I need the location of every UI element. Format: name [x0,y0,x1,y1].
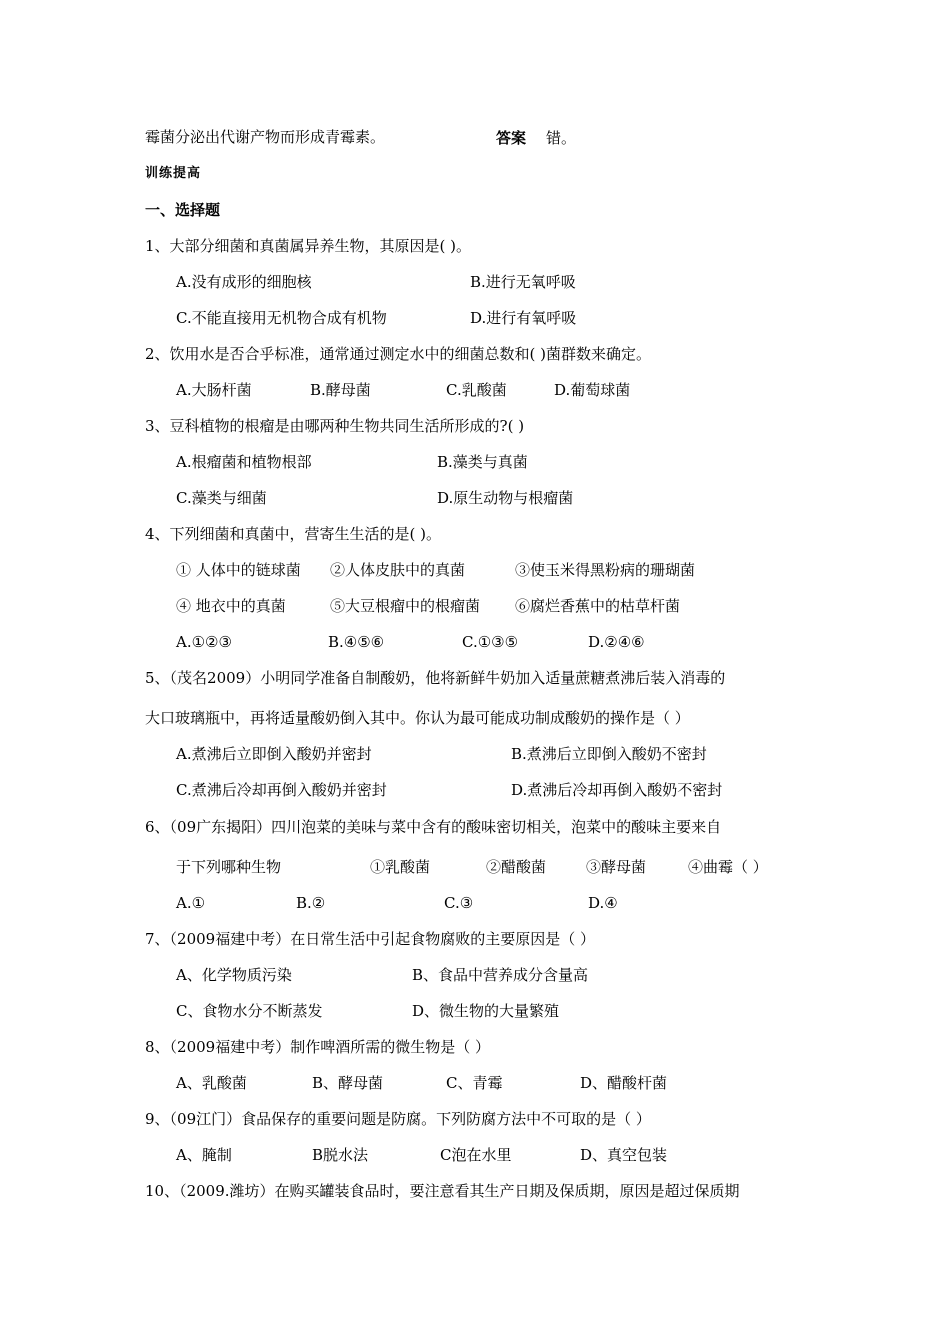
question-3-option-b: B.藻类与真菌 [437,453,528,471]
question-5-option-a: A.煮沸后立即倒入酸奶并密封 [176,745,372,763]
question-8-option-a: A、乳酸菌 [176,1074,247,1092]
question-2-option-a: A.大肠杆菌 [176,381,252,399]
question-3-option-d: D.原生动物与根瘤菌 [437,489,574,507]
question-9-option-d: D、真空包装 [580,1146,668,1164]
question-1-option-a: A.没有成形的细胞核 [176,273,312,291]
question-8-option-b: B、酵母菌 [312,1074,384,1092]
question-4-item-3: ③使玉米得黑粉病的珊瑚菌 [515,561,696,579]
question-9-option-c: C泡在水里 [440,1146,512,1164]
question-8-option-c: C、青霉 [446,1074,503,1092]
answer-label: 答案 [496,129,527,147]
question-8-stem: 8、（2009福建中考）制作啤酒所需的微生物是（ ） [145,1038,490,1056]
question-6-option-c: C.③ [444,894,474,912]
question-5-option-b: B.煮沸后立即倒入酸奶不密封 [511,745,707,763]
question-5-option-d: D.煮沸后冷却再倒入酸奶不密封 [511,781,723,799]
question-7-option-c: C、食物水分不断蒸发 [176,1002,323,1020]
question-6-item-3: ③酵母菌 [586,858,647,876]
question-4-item-2: ②人体皮肤中的真菌 [330,561,466,579]
answer-value: 错。 [546,129,577,147]
question-4-item-1: ① 人体中的链球菌 [176,561,301,579]
question-3-option-a: A.根瘤菌和植物根部 [176,453,312,471]
question-4-option-a: A.①②③ [176,633,232,651]
question-2-stem: 2、饮用水是否合乎标准，通常通过测定水中的细菌总数和( )菌群数来确定。 [145,345,652,363]
question-2-option-d: D.葡萄球菌 [554,381,631,399]
question-5-stem-cont: 大口玻璃瓶中，再将适量酸奶倒入其中。你认为最可能成功制成酸奶的操作是（ ） [145,709,690,727]
question-3-option-c: C.藻类与细菌 [176,489,267,507]
question-6-stem: 6、（09广东揭阳）四川泡菜的美味与菜中含有的酸味密切相关，泡菜中的酸味主要来自 [145,818,722,836]
question-5-stem: 5、（茂名2009）小明同学准备自制酸奶，他将新鲜牛奶加入适量蔗糖煮沸后装入消毒的 [145,669,726,687]
question-7-option-a: A、化学物质污染 [176,966,292,984]
question-4-item-4: ④ 地衣中的真菌 [176,597,286,615]
question-6-option-a: A.① [176,894,206,912]
question-9-option-a: A、腌制 [176,1146,232,1164]
question-2-option-b: B.酵母菌 [310,381,371,399]
question-4-stem: 4、下列细菌和真菌中，营寄生生活的是( )。 [145,525,442,543]
question-1-option-d: D.进行有氧呼吸 [470,309,577,327]
intro-text: 霉菌分泌出代谢产物而形成青霉素。 [145,128,386,146]
question-4-item-6: ⑥腐烂香蕉中的枯草杆菌 [515,597,681,615]
question-2-option-c: C.乳酸菌 [446,381,507,399]
question-5-option-c: C.煮沸后冷却再倒入酸奶并密封 [176,781,387,799]
section-title: 训练提高 [145,166,202,181]
question-7-option-d: D、微生物的大量繁殖 [412,1002,560,1020]
question-1-option-b: B.进行无氧呼吸 [470,273,576,291]
question-6-stem-cont: 于下列哪种生物 [176,858,282,876]
part-title: 一、选择题 [145,201,221,219]
question-6-item-4: ④曲霉（ ） [688,858,768,876]
question-10-stem: 10、（2009.潍坊）在购买罐装食品时，要注意看其生产日期及保质期，原因是超过保质期 [145,1182,740,1200]
question-7-option-b: B、食品中营养成分含量高 [412,966,589,984]
question-4-option-b: B.④⑤⑥ [328,633,385,651]
question-9-stem: 9、（09江门）食品保存的重要问题是防腐。下列防腐方法中不可取的是（ ） [145,1110,651,1128]
question-4-option-c: C.①③⑤ [462,633,519,651]
question-3-stem: 3、豆科植物的根瘤是由哪两种生物共同生活所形成的?( ) [145,417,525,435]
question-7-stem: 7、（2009福建中考）在日常生活中引起食物腐败的主要原因是（ ） [145,930,595,948]
question-6-item-2: ②醋酸菌 [486,858,547,876]
question-6-option-d: D.④ [588,894,618,912]
question-9-option-b: B脱水法 [312,1146,369,1164]
question-6-item-1: ①乳酸菌 [370,858,431,876]
question-4-item-5: ⑤大豆根瘤中的根瘤菌 [330,597,481,615]
question-1-stem: 1、大部分细菌和真菌属异养生物，其原因是( )。 [145,237,472,255]
question-6-option-b: B.② [296,894,326,912]
question-1-option-c: C.不能直接用无机物合成有机物 [176,309,387,327]
question-8-option-d: D、醋酸杆菌 [580,1074,668,1092]
question-4-option-d: D.②④⑥ [588,633,645,651]
